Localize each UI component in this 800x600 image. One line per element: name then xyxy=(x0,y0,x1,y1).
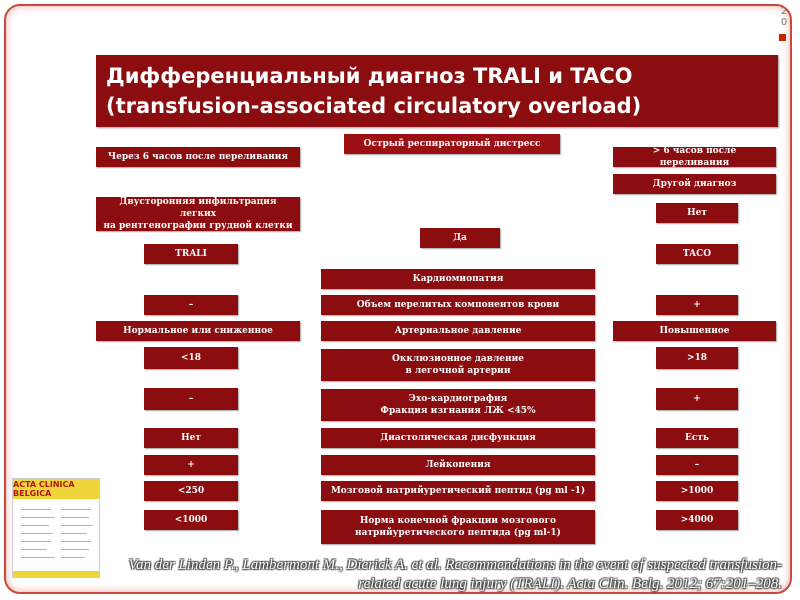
row-diastolic-center: Диастолическая дисфункция xyxy=(321,428,595,448)
row-wedge-pressure-left: <18 xyxy=(144,347,238,369)
row-blood-pressure-center: Артериальное давление xyxy=(321,321,595,341)
row-cardiomyopathy-center: Кардиомиопатия xyxy=(321,269,595,289)
row-echo-right: + xyxy=(656,388,738,410)
right-no-box: Нет xyxy=(656,203,738,223)
row-ntprobnp-right: >4000 xyxy=(656,510,738,530)
citation-text: Van der Linden P., Lambermont M., Dierick A. et al. Recommendations in the event of suspected transfusion-related acute lung injury (TRALI). Acta Clin. Belg. 2012; 67:201–208. xyxy=(128,557,782,592)
left-infiltration-box: Двусторонняя инфильтрация легких на рентгенографии грудной клетки xyxy=(96,197,300,231)
row-diastolic-right: Есть xyxy=(656,428,738,448)
row-echo-center: Эхо-кардиография Фракция изгнания ЛЖ <45% xyxy=(321,389,595,421)
row-leukopenia-right: – xyxy=(656,455,738,475)
row-echo-left: – xyxy=(144,388,238,410)
row-diastolic-left: Нет xyxy=(144,428,238,448)
root-box-acute-respiratory-distress: Острый респираторный дистресс xyxy=(344,134,560,154)
trali-box: TRALI xyxy=(144,244,238,264)
row-volume-center: Объем перелитых компонентов крови xyxy=(321,295,595,315)
taco-box: TACO xyxy=(656,244,738,264)
row-ntprobnp-center: Норма конечной фракции мозгового натрийуретического пептида (pg ml-1) xyxy=(321,510,595,544)
left-timing-box: Через 6 часов после переливания xyxy=(96,147,300,167)
row-leukopenia-left: + xyxy=(144,455,238,475)
right-other-diagnosis-box: Другой диагноз xyxy=(613,174,776,194)
row-volume-left: – xyxy=(144,295,238,315)
row-wedge-pressure-right: >18 xyxy=(656,347,738,369)
journal-cover-image xyxy=(12,478,100,578)
row-bnp-center: Мозговой натрийуретический пептид (pg ml -1) xyxy=(321,481,595,501)
center-yes-box: Да xyxy=(420,228,500,248)
slide-title: Дифференциальный диагноз TRALI и TACO (transfusion-associated circulatory overload) xyxy=(96,55,778,127)
right-timing-box: > 6 часов после переливания xyxy=(613,147,776,167)
row-volume-right: + xyxy=(656,295,738,315)
journal-cover-title: ACTA CLINICA BELGICA xyxy=(13,479,99,499)
row-ntprobnp-left: <1000 xyxy=(144,510,238,530)
page-marker xyxy=(779,34,786,41)
row-leukopenia-center: Лейкопения xyxy=(321,455,595,475)
row-wedge-pressure-center: Окклюзионное давление в легочной артерии xyxy=(321,349,595,381)
row-blood-pressure-left: Нормальное или сниженное xyxy=(96,321,300,341)
page-number: 20 xyxy=(780,6,788,28)
row-bnp-right: >1000 xyxy=(656,481,738,501)
row-bnp-left: <250 xyxy=(144,481,238,501)
row-blood-pressure-right: Повышенное xyxy=(613,321,776,341)
